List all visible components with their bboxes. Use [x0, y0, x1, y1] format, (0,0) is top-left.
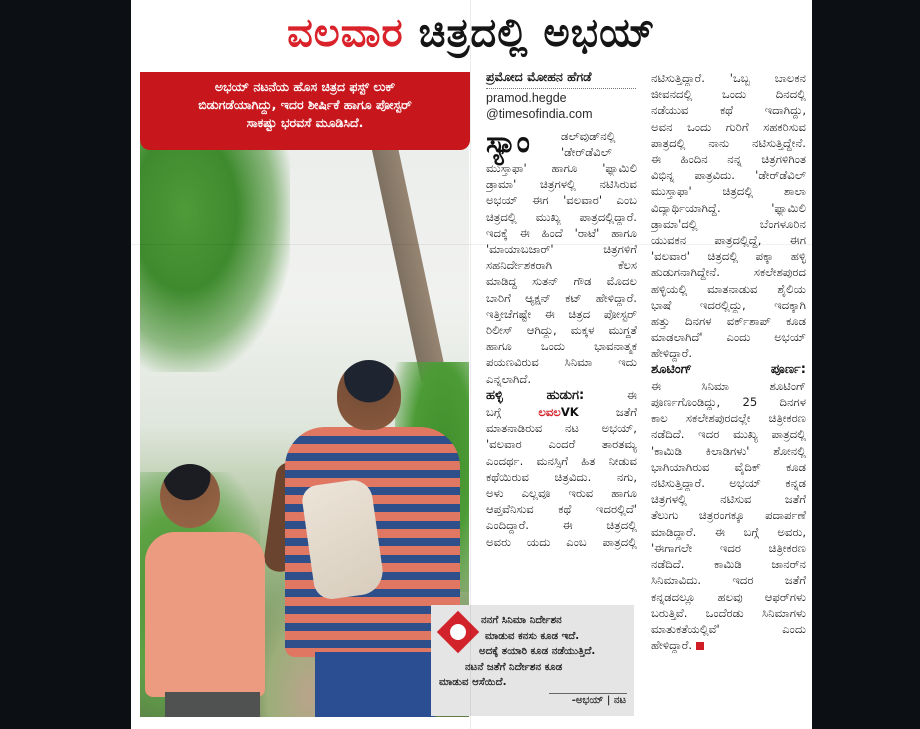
text-line: ಮಾತನಾಡಿರುವ ನಟ ಅಭಯ್,: [486, 421, 637, 436]
quote-divider: [549, 693, 627, 694]
man-jeans: [315, 652, 435, 717]
text-fragment: ಹೇಳಿದ್ದಾರೆ.: [651, 638, 693, 653]
text-line: ಕಥೆಯಿರುವ ಚಿತ್ರವಿದು. ನಗು,: [486, 469, 637, 484]
text-line: ನಟಿಸುತ್ತಿದ್ದಾರೆ. 'ಒಬ್ಬ ಬಾಲಕನ: [651, 71, 806, 85]
text-fragment: ಜತೆಗೆ: [615, 405, 637, 420]
quote-attribution: -ಅಭಯ್ | ನಟ: [571, 695, 626, 706]
text-line: ಹುಡುಗನಾಗಿದ್ದೇನೆ. ಸಕಲೇಶಪುರದ: [651, 265, 806, 280]
text-line: ಎನ್ನಲಾಗಿದೆ.: [486, 371, 532, 386]
caption-line: ಬಿಡುಗಡೆಯಾಗಿದ್ದು, ಇದರ ಶೀರ್ಷಿಕೆ ಹಾಗೂ ಪೋಸ್ಟರ್: [198, 97, 412, 112]
tree-trunk: [369, 132, 446, 382]
text-line: ವಿಭಿನ್ನ ಪಾತ್ರವಿದು. 'ಡೇರ್‌ಡೆವಿಲ್: [651, 168, 806, 183]
text-line: ಡಲ್‌ವುಡ್‌ನಲ್ಲಿ: [561, 129, 616, 143]
subhead-halli-huduga: ಹಳ್ಳಿ ಹುಡುಗ:: [486, 387, 585, 403]
caption-line: ಅಭಯ್ ನಟನೆಯ ಹೊಸ ಚಿತ್ರದ ಫಸ್ಟ್ ಲುಕ್: [214, 79, 396, 94]
article-column-2: [651, 70, 806, 653]
text-line: ಚಿತ್ರದಲ್ಲಿ ಮುಖ್ಯ ಪಾತ್ರದಲ್ಲಿದ್ದಾರೆ.: [486, 209, 637, 224]
text-line: ಹೇಳಿದ್ದಾರೆ.: [651, 346, 693, 361]
text-line: ವಿದ್ಯಾರ್ಥಿಯಾಗಿದ್ದೆ. 'ಫ್ಯಾಮಿಲಿ: [651, 200, 806, 215]
text-line: ಯುವಕನ ಪಾತ್ರದಲ್ಲಿದ್ದೆ, ಈಗ: [651, 233, 806, 248]
text-line: ಮುಸ್ತಾಫಾ' ಚಿತ್ರದಲ್ಲಿ ಶಾಲಾ: [651, 184, 806, 199]
end-of-article-marker-icon: [696, 642, 704, 650]
quote-line: ನನಗೆ ಸಿನಿಮಾ ನಿರ್ದೇಶನ: [481, 615, 562, 626]
article-column-1: [486, 160, 637, 550]
brand-vk: VK: [560, 405, 579, 420]
text-line: ಭಾಗಿಯಾಗಿರುವ ವೈದಿಕ್ ಕೂಡ: [651, 459, 806, 474]
text-line: 'ವಲವಾರ' ಚಿತ್ರದಲ್ಲಿ ಪಕ್ಕಾ ಹಳ್ಳಿ: [651, 249, 806, 264]
text-line: ಹಾಗೂ ಒಂದು ಭಾವನಾತ್ಮಕ: [486, 339, 637, 354]
text-line: ಜೀವನದಲ್ಲಿ ಒಂದು ದಿನದಲ್ಲಿ: [651, 87, 806, 102]
text-line: ಮಾಡಿದ್ದಾರೆ. ಈ ಬಗ್ಗೆ ಅವರು,: [651, 524, 806, 539]
article-photo: [140, 72, 469, 717]
text-line: 'ಕಾಮಿಡಿ ಕಿಲಾಡಿಗಳು' ಶೋನಲ್ಲಿ: [651, 443, 806, 458]
man-head: [337, 360, 401, 430]
byline-author: ಪ್ರಮೋದ ಮೋಹನ ಹೆಗಡೆ: [486, 69, 592, 84]
text-line: ಕನ್ನಡದಲ್ಲೂ ಹಲವು ಆಫರ್‌ಗಳು: [651, 589, 806, 604]
text-fragment: ಈ: [626, 387, 637, 402]
text-line: ಇದಕ್ಕೆ ಈ ಹಿಂದೆ 'ರಾಟೆ' ಹಾಗೂ: [486, 225, 637, 240]
text-line: ಅವನ ಒಂದು ಗುರಿಗೆ ಸಹಕರಿಸುವ: [651, 119, 806, 134]
text-line: ಅಳು ಎಲ್ಲವೂ ಇರುವ ಹಾಗೂ: [486, 486, 637, 501]
headline-black-part: ಚಿತ್ರದಲ್ಲಿ ಅಭಯ್: [418, 10, 656, 56]
text-line: ಮಾಡಿದ್ದ ಸುತನ್ ಗೌಡ ಮೊದಲ: [486, 274, 637, 289]
text-line: 'ಈಗಾಗಲೇ ಇದರ ಚಿತ್ರೀಕರಣ: [651, 540, 806, 555]
text-line: ತೆಲುಗು ಚಿತ್ರರಂಗಕ್ಕೂ ಪದಾರ್ಪಣೆ: [651, 508, 806, 523]
text-line: ಇತ್ತೀಚೆಗಷ್ಟೇ ಈ ಚಿತ್ರದ ಪೋಸ್ಟರ್: [486, 306, 637, 321]
quote-line: ಅದಕ್ಕೆ ತಯಾರಿ ಕೂಡ ನಡೆಯುತ್ತಿದೆ.: [479, 646, 596, 657]
headline-red-part: ವಲವಾರ: [287, 10, 404, 56]
text-line: ಡ್ರಾಮಾ'ದಲ್ಲಿ ಬೆಂಗಳೂರಿನ: [651, 216, 806, 231]
newspaper-page: [131, 0, 812, 729]
text-line: ಬಾರಿಗೆ ಆ್ಯಕ್ಷನ್ ಕಟ್ ಹೇಳಿದ್ದಾರೆ.: [486, 290, 637, 305]
caption-line: ಸಾಕಷ್ಟು ಭರವಸೆ ಮೂಡಿಸಿದೆ.: [246, 115, 364, 130]
subhead-line: [486, 387, 637, 404]
boy-head: [160, 464, 220, 528]
photo-caption: [140, 72, 470, 150]
byline-email-line1: pramod.hegde: [486, 91, 567, 105]
quote-line: ಮಾಡುವ ಆಸೆಯಿದೆ.: [439, 677, 507, 688]
text-line: ನಡೆದಿದೆ. ಕಾಮಿಡಿ ಜಾನರ್‌ನ: [651, 557, 806, 572]
foliage-left: [140, 142, 290, 372]
text-line: ಪಯಣವಿರುವ ಸಿನಿಮಾ ಇದು: [486, 355, 637, 370]
text-line: ನಟಿಸುತ್ತಿದ್ದಾರೆ. ಅಭಯ್ ಕನ್ನಡ: [651, 476, 806, 491]
text-line: ಎಂದರ್ಥ. ಮನಸ್ಸಿಗೆ ಹಿತ ನೀಡುವ: [486, 453, 637, 468]
text-line: ಹಳ್ಳಿಯಲ್ಲಿ ಮಾತನಾಡುವ ಶೈಲಿಯ: [651, 281, 806, 296]
page-fold-vertical: [470, 0, 471, 729]
brand-lavala: ಲವಲ: [538, 405, 561, 420]
text-line: ನಡೆದಿದೆ. ಇದರ ಮುಖ್ಯ ಪಾತ್ರದಲ್ಲಿ: [651, 427, 806, 442]
text-line: ಮುಸ್ತಾಫಾ' ಹಾಗೂ 'ಫ್ಯಾಮಿಲಿ: [486, 161, 637, 175]
headline: [131, 4, 812, 62]
text-line: ಸಿನಿಮಾವಿದು. ಇದರ ಜತೆಗೆ: [651, 573, 806, 588]
text-line: ಅವರು ಯದು ಎಂಬ ಪಾತ್ರದಲ್ಲಿ: [486, 534, 637, 549]
byline-email: [486, 90, 592, 122]
drop-cap: ಸ್ಯಾಂ: [486, 125, 530, 160]
text-line: ಬರುತ್ತಿವೆ. ಒಂದೆರಡು ಸಿನಿಮಾಗಳು: [651, 605, 806, 620]
text-line: ಅಭಯ್ ಈಗ 'ವಲವಾರ' ಎಂಬ: [486, 193, 637, 208]
text-line: ಡ್ರಾಮಾ' ಚಿತ್ರಗಳಲ್ಲಿ ನಟಿಸಿರುವ: [486, 177, 637, 192]
text-line: ಭಾಷೆ ಇದರಲ್ಲಿದ್ದು, ಇದಕ್ಕಾಗಿ: [651, 297, 806, 312]
text-line: ಸಹನಿರ್ದೇಶಕರಾಗಿ ಕೆಲಸ: [486, 258, 637, 273]
byline-divider: [486, 88, 636, 89]
text-line: 'ಡೇರ್‌ಡೆವಿಲ್: [561, 145, 612, 160]
text-line: ಈ ಹಿಂದಿನ ನನ್ನ ಚಿತ್ರಗಳಿಗಿಂತ: [651, 152, 806, 167]
text-line: ಆಪ್ತವೆನಿಸುವ ಕಥೆ ಇದರಲ್ಲಿದೆ': [486, 502, 637, 517]
text-line: ಈ ಸಿನಿಮಾ ಶೂಟಿಂಗ್: [651, 378, 806, 393]
text-line: ಪೂರ್ಣಗೊಂಡಿದ್ದು, 25 ದಿನಗಳ: [651, 395, 806, 410]
quote-line: ಮಾಡುವ ಕನಸು ಕೂಡ ಇದೆ.: [485, 630, 580, 642]
text-line: [486, 404, 637, 420]
text-line: ಮಾತುಕತೆಯಲ್ಲಿವೆ' ಎಂದು: [651, 621, 806, 636]
text-line: ಎಂದಿದ್ದಾರೆ. ಈ ಚಿತ್ರದಲ್ಲಿ: [486, 518, 637, 533]
page-fold-horizontal: [131, 244, 812, 245]
subhead-shooting-poorna: ಶೂಟಿಂಗ್ ಪೂರ್ಣ:: [651, 361, 806, 377]
text-line: ಕಾಲ ಸಕಲೇಶಪುರದಲ್ಲೇ ಚಿತ್ರೀಕರಣ: [651, 411, 806, 426]
text-line: ಮಾಡಲಾಗಿದೆ' ಎಂದು ಅಭಯ್: [651, 330, 806, 345]
text-line: ರಿಲೀಸ್ ಆಗಿದ್ದು, ಮಕ್ಕಳ ಮುಗ್ಧತೆ: [486, 323, 637, 338]
text-fragment: ಬಗ್ಗೆ: [486, 405, 502, 420]
text-line: 'ವಲವಾರ ಎಂದರೆ ತಾರತಮ್ಯ: [486, 437, 637, 452]
boy-shirt: [145, 532, 265, 697]
pull-quote: [431, 605, 634, 716]
article-col1-top: [561, 128, 637, 160]
text-line: 'ಮಾಯಾಬಜಾರ್' ಚಿತ್ರಗಳಿಗೆ: [486, 242, 637, 257]
text-line: [651, 637, 806, 653]
text-line: ಹತ್ತು ದಿನಗಳ ವರ್ಕ್‌ಶಾಪ್ ಕೂಡ: [651, 314, 806, 329]
byline-email-line2: @timesofindia.com: [486, 107, 593, 121]
text-line: ಪಾತ್ರದಲ್ಲಿ ನಾನು ನಟಿಸುತ್ತಿದ್ದೇನೆ.: [651, 135, 806, 150]
text-line: ನಡೆಯುವ ಕಥೆ ಇದಾಗಿದ್ದು,: [651, 103, 806, 118]
quote-line: ನಟನೆ ಜತೆಗೆ ನಿರ್ದೇಶನ ಕೂಡ: [465, 661, 563, 673]
boy-shorts: [165, 692, 260, 717]
quote-text: [439, 613, 629, 691]
text-line: ಚಿತ್ರಗಳಲ್ಲಿ ನಟಿಸುವ ಜತೆಗೆ: [651, 492, 806, 507]
